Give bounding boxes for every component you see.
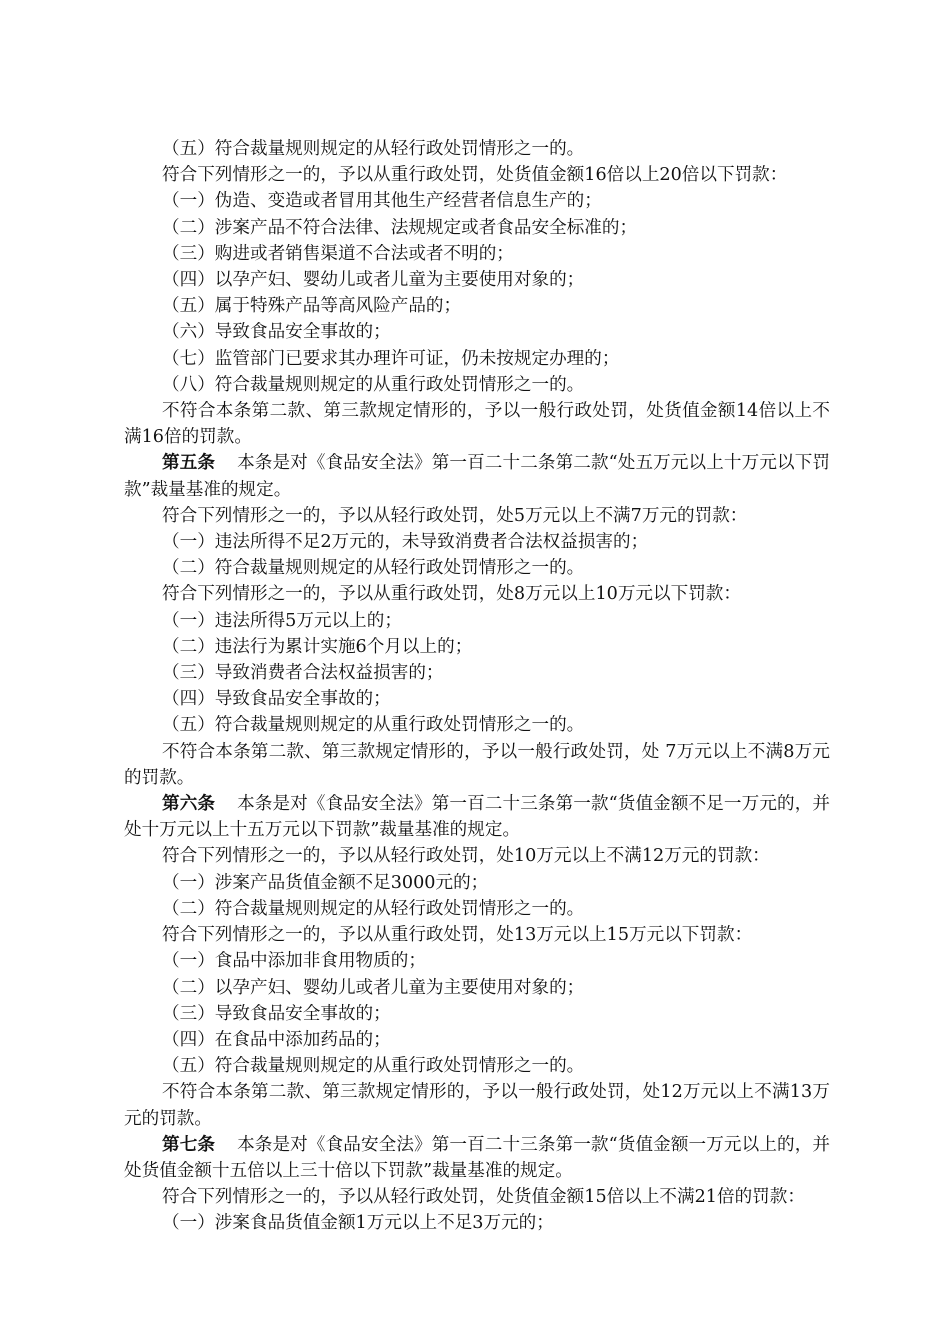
article-number: 第五条 xyxy=(162,452,216,474)
list-item: （四）导致食品安全事故的； xyxy=(162,689,391,710)
list-item: （一）违法所得不足2万元的，未导致消费者合法权益损害的； xyxy=(162,532,649,553)
list-item: （一）涉案食品货值金额1万元以上不足3万元的； xyxy=(162,1213,554,1234)
paragraph: 符合下列情形之一的，予以从轻行政处罚，处10万元以上不满12万元的罚款： xyxy=(162,846,770,867)
list-item: （二）符合裁量规则规定的从轻行政处罚情形之一的。 xyxy=(162,898,585,919)
list-item: （五）符合裁量规则规定的从重行政处罚情形之一的。 xyxy=(162,715,585,736)
paragraph: 符合下列情形之一的，予以从轻行政处罚，处货值金额15倍以上不满21倍的罚款： xyxy=(162,1187,805,1208)
list-item: （四）以孕产妇、婴幼儿或者儿童为主要使用对象的； xyxy=(162,270,585,291)
document-body xyxy=(124,136,830,1237)
list-item: （一）伪造、变造或者冒用其他生产经营者信息生产的； xyxy=(162,191,602,212)
list-item: （二）违法行为累计实施6个月以上的； xyxy=(162,636,473,657)
paragraph: 符合下列情形之一的，予以从重行政处罚，处8万元以上10万元以下罚款： xyxy=(162,584,741,605)
list-item: （三）购进或者销售渠道不合法或者不明的； xyxy=(162,243,514,264)
paragraph: 符合下列情形之一的，予以从轻行政处罚，处5万元以上不满7万元的罚款： xyxy=(162,505,748,526)
article-text: 本条是对《食品安全法》第一百二十三条第一款“货值金额不足一万元的，并处十万元以上十五万元以下罚款”裁量基准的规定。 xyxy=(124,794,830,841)
paragraph: 符合下列情形之一的，予以从重行政处罚，处13万元以上15万元以下罚款： xyxy=(162,925,753,946)
list-item: （八）符合裁量规则规定的从重行政处罚情形之一的。 xyxy=(162,374,585,395)
list-item: （二）以孕产妇、婴幼儿或者儿童为主要使用对象的； xyxy=(162,977,585,998)
article-number: 第七条 xyxy=(162,1133,216,1155)
paragraph: 不符合本条第二款、第三款规定情形的，予以一般行政处罚，处12万元以上不满13万元的罚款。 xyxy=(124,1082,830,1129)
paragraph: 符合下列情形之一的，予以从重行政处罚，处货值金额16倍以上20倍以下罚款： xyxy=(162,165,788,186)
list-item: （一）违法所得5万元以上的； xyxy=(162,610,402,631)
article-number: 第六条 xyxy=(162,793,216,815)
article-text: 本条是对《食品安全法》第一百二十三条第一款“货值金额一万元以上的，并处货值金额十五倍以上三十倍以下罚款”裁量基准的规定。 xyxy=(124,1134,830,1181)
article-text: 本条是对《食品安全法》第一百二十二条第二款“处五万元以上十万元以下罚款”裁量基准的规定。 xyxy=(124,453,830,500)
paragraph: （五）符合裁量规则规定的从轻行政处罚情形之一的。 xyxy=(162,139,585,159)
list-item: （三）导致消费者合法权益损害的； xyxy=(162,663,444,684)
list-item: （五）属于特殊产品等高风险产品的； xyxy=(162,296,462,317)
paragraph: 不符合本条第二款、第三款规定情形的，予以一般行政处罚，处货值金额14倍以上不满16倍的罚款。 xyxy=(124,401,830,448)
article-paragraph xyxy=(124,450,830,502)
list-item: （五）符合裁量规则规定的从重行政处罚情形之一的。 xyxy=(162,1056,585,1077)
list-item: （七）监管部门已要求其办理许可证，仍未按规定办理的； xyxy=(162,348,620,369)
list-item: （二）涉案产品不符合法律、法规规定或者食品安全标准的； xyxy=(162,217,638,238)
list-item: （一）涉案产品货值金额不足3000元的； xyxy=(162,872,489,893)
list-item: （四）在食品中添加药品的； xyxy=(162,1029,391,1050)
article-paragraph xyxy=(124,791,830,843)
list-item: （六）导致食品安全事故的； xyxy=(162,322,391,343)
list-item: （二）符合裁量规则规定的从轻行政处罚情形之一的。 xyxy=(162,558,585,579)
list-item: （一）食品中添加非食用物质的； xyxy=(162,951,426,972)
paragraph: 不符合本条第二款、第三款规定情形的，予以一般行政处罚，处 7万元以上不满8万元的罚款。 xyxy=(124,741,830,788)
list-item: （三）导致食品安全事故的； xyxy=(162,1003,391,1024)
article-paragraph xyxy=(124,1132,830,1184)
